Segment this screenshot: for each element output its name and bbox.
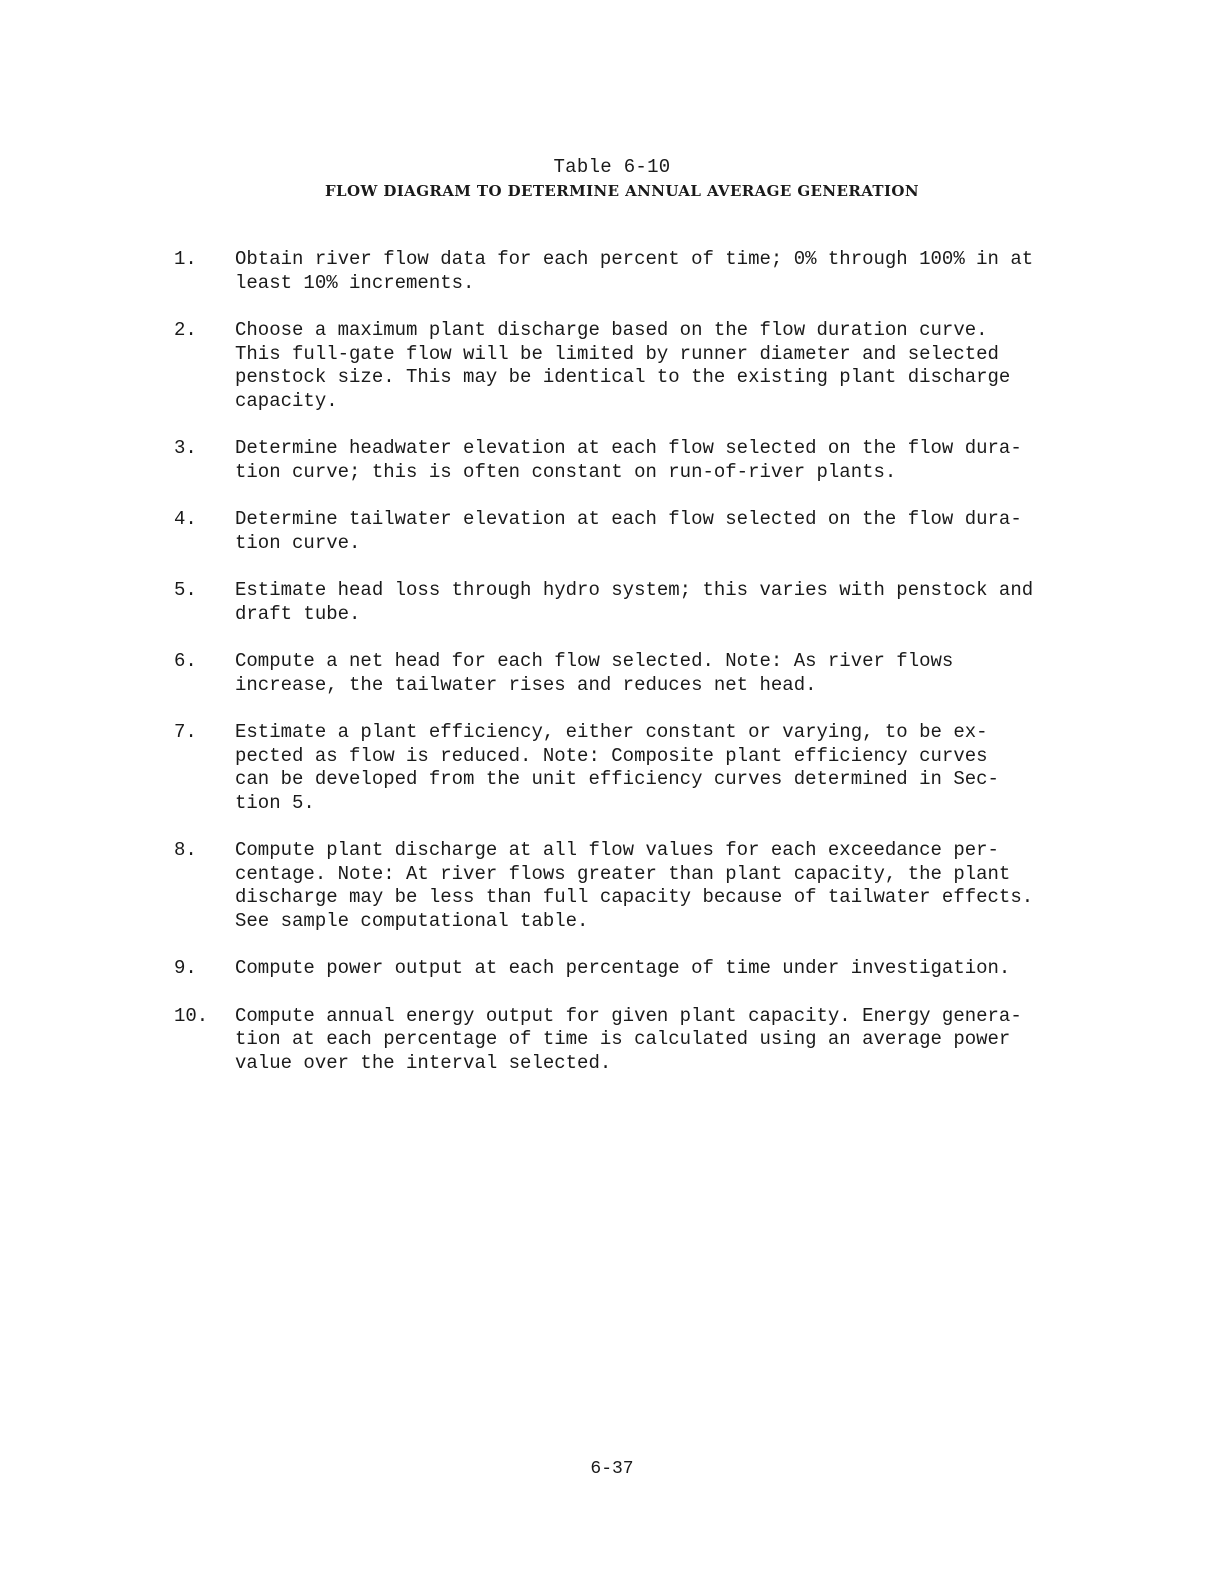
- list-item: [174, 508, 1074, 555]
- step-text: Determine tailwater elevation at each flow selected on the flow dura- tion curve.: [235, 508, 1022, 554]
- list-item: [174, 1005, 1074, 1076]
- step-text: Compute annual energy output for given plant capacity. Energy genera- tion at each percentage of time is calculated using an average power value over the interval selected.: [235, 1004, 1022, 1074]
- step-number: 6.: [174, 650, 197, 672]
- step-text: Obtain river flow data for each percent of time; 0% through 100% in at least 10% increments.: [235, 248, 1034, 294]
- step-text: Estimate a plant efficiency, either constant or varying, to be ex- pected as flow is reduced. Note: Composite plant efficiency curves can be developed from the unit efficiency curves determined in Sec- tion 5.: [235, 721, 999, 814]
- list-item: [174, 839, 1074, 933]
- step-number: 8.: [174, 839, 197, 861]
- step-number: 4.: [174, 508, 197, 530]
- step-number: 5.: [174, 579, 197, 601]
- table-number: Table 6-10: [553, 156, 671, 178]
- step-number: 10.: [174, 1004, 209, 1027]
- step-number: 3.: [174, 437, 197, 459]
- step-text: Compute plant discharge at all flow values for each exceedance per- centage. Note: At river flows greater than plant capacity, the plant discharge may be less than full capacity because of tailwater effects. See sample computational table.: [235, 839, 1034, 932]
- step-number: 7.: [174, 721, 197, 743]
- table-title: FLOW DIAGRAM TO DETERMINE ANNUAL AVERAGE GENERATION: [325, 182, 919, 200]
- list-item: [174, 650, 1074, 697]
- step-number: 1.: [174, 248, 197, 270]
- page-number: 6-37: [590, 1459, 634, 1479]
- step-number: 2.: [174, 319, 197, 341]
- step-text: Estimate head loss through hydro system; this varies with penstock and draft tube.: [235, 579, 1034, 625]
- step-number: 9.: [174, 957, 197, 979]
- step-text: Choose a maximum plant discharge based on the flow duration curve. This full-gate flow will be limited by runner diameter and selected penstock size. This may be identical to the existing plant discharge capacity.: [235, 319, 1011, 412]
- list-item: [174, 579, 1074, 626]
- list-item: [174, 957, 1074, 981]
- list-item: [174, 721, 1074, 815]
- list-item: [174, 319, 1074, 413]
- list-item: [174, 437, 1074, 484]
- step-text: Compute power output at each percentage of time under investigation.: [235, 957, 1011, 979]
- list-item: [174, 248, 1074, 295]
- steps-list: [174, 248, 1074, 1099]
- step-text: Determine headwater elevation at each flow selected on the flow dura- tion curve; this is often constant on run-of-river plants.: [235, 437, 1022, 483]
- step-text: Compute a net head for each flow selected. Note: As river flows increase, the tailwater rises and reduces net head.: [235, 650, 954, 696]
